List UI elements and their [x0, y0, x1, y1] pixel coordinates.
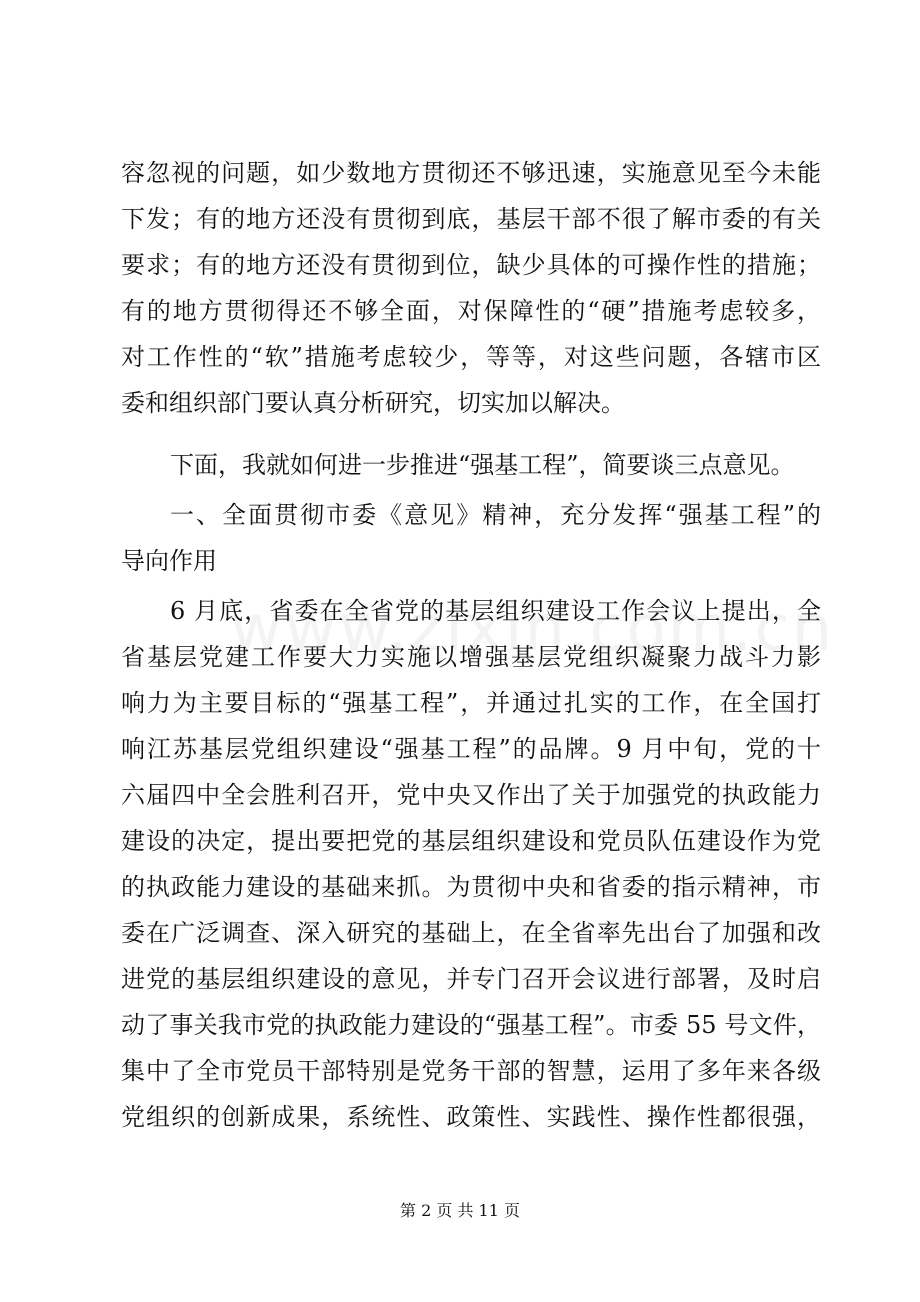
text-line: 委在广泛调查、深入研究的基础上，在全省率先出台了加强和改 — [121, 919, 821, 947]
text-line: 建设的决定，提出要把党的基层组织建设和党员队伍建设作为党 — [121, 827, 821, 855]
text-line: 六届四中全会胜利召开，党中央又作出了关于加强党的执政能力 — [121, 781, 821, 809]
section-heading: 一、全面贯彻市委《意见》精神，充分发挥“强基工程”的 — [170, 501, 821, 529]
page-footer: 第 2 页 共 11 页 — [400, 1201, 520, 1220]
text-line: 响力为主要目标的“强基工程”，并通过扎实的工作，在全国打 — [121, 689, 821, 717]
text-line: 省基层党建工作要大力实施以增强基层党组织凝聚力战斗力影 — [121, 643, 821, 671]
text-line: 下发；有的地方还没有贯彻到底，基层干部不很了解市委的有关 — [121, 205, 821, 233]
text-line: 要求；有的地方还没有贯彻到位，缺少具体的可操作性的措施； — [121, 251, 821, 279]
text-line: 6 月底，省委在全省党的基层组织建设工作会议上提出，全 — [170, 597, 821, 625]
text-line: 对工作性的“软”措施考虑较少，等等，对这些问题，各辖市区 — [121, 343, 821, 371]
text-line: 有的地方贯彻得还不够全面，对保障性的“硬”措施考虑较多， — [121, 297, 821, 325]
text-line: 党组织的创新成果，系统性、政策性、实践性、操作性都很强， — [121, 1103, 821, 1131]
text-line: 容忽视的问题，如少数地方贯彻还不够迅速，实施意见至今未能 — [121, 159, 821, 187]
section-heading-continued: 导向作用 — [121, 547, 217, 575]
text-line: 进党的基层组织建设的意见，并专门召开会议进行部署，及时启 — [121, 965, 821, 993]
text-line: 的执政能力建设的基础来抓。为贯彻中央和省委的指示精神，市 — [121, 873, 821, 901]
text-line: 下面，我就如何进一步推进“强基工程”，简要谈三点意见。 — [170, 451, 795, 479]
text-line: 集中了全市党员干部特别是党务干部的智慧，运用了多年来各级 — [121, 1057, 821, 1085]
text-line: 响江苏基层党组织建设“强基工程”的品牌。9 月中旬，党的十 — [121, 735, 821, 763]
text-line: 委和组织部门要认真分析研究，切实加以解决。 — [121, 389, 625, 417]
text-line: 动了事关我市党的执政能力建设的“强基工程”。市委 55 号文件， — [121, 1011, 821, 1039]
